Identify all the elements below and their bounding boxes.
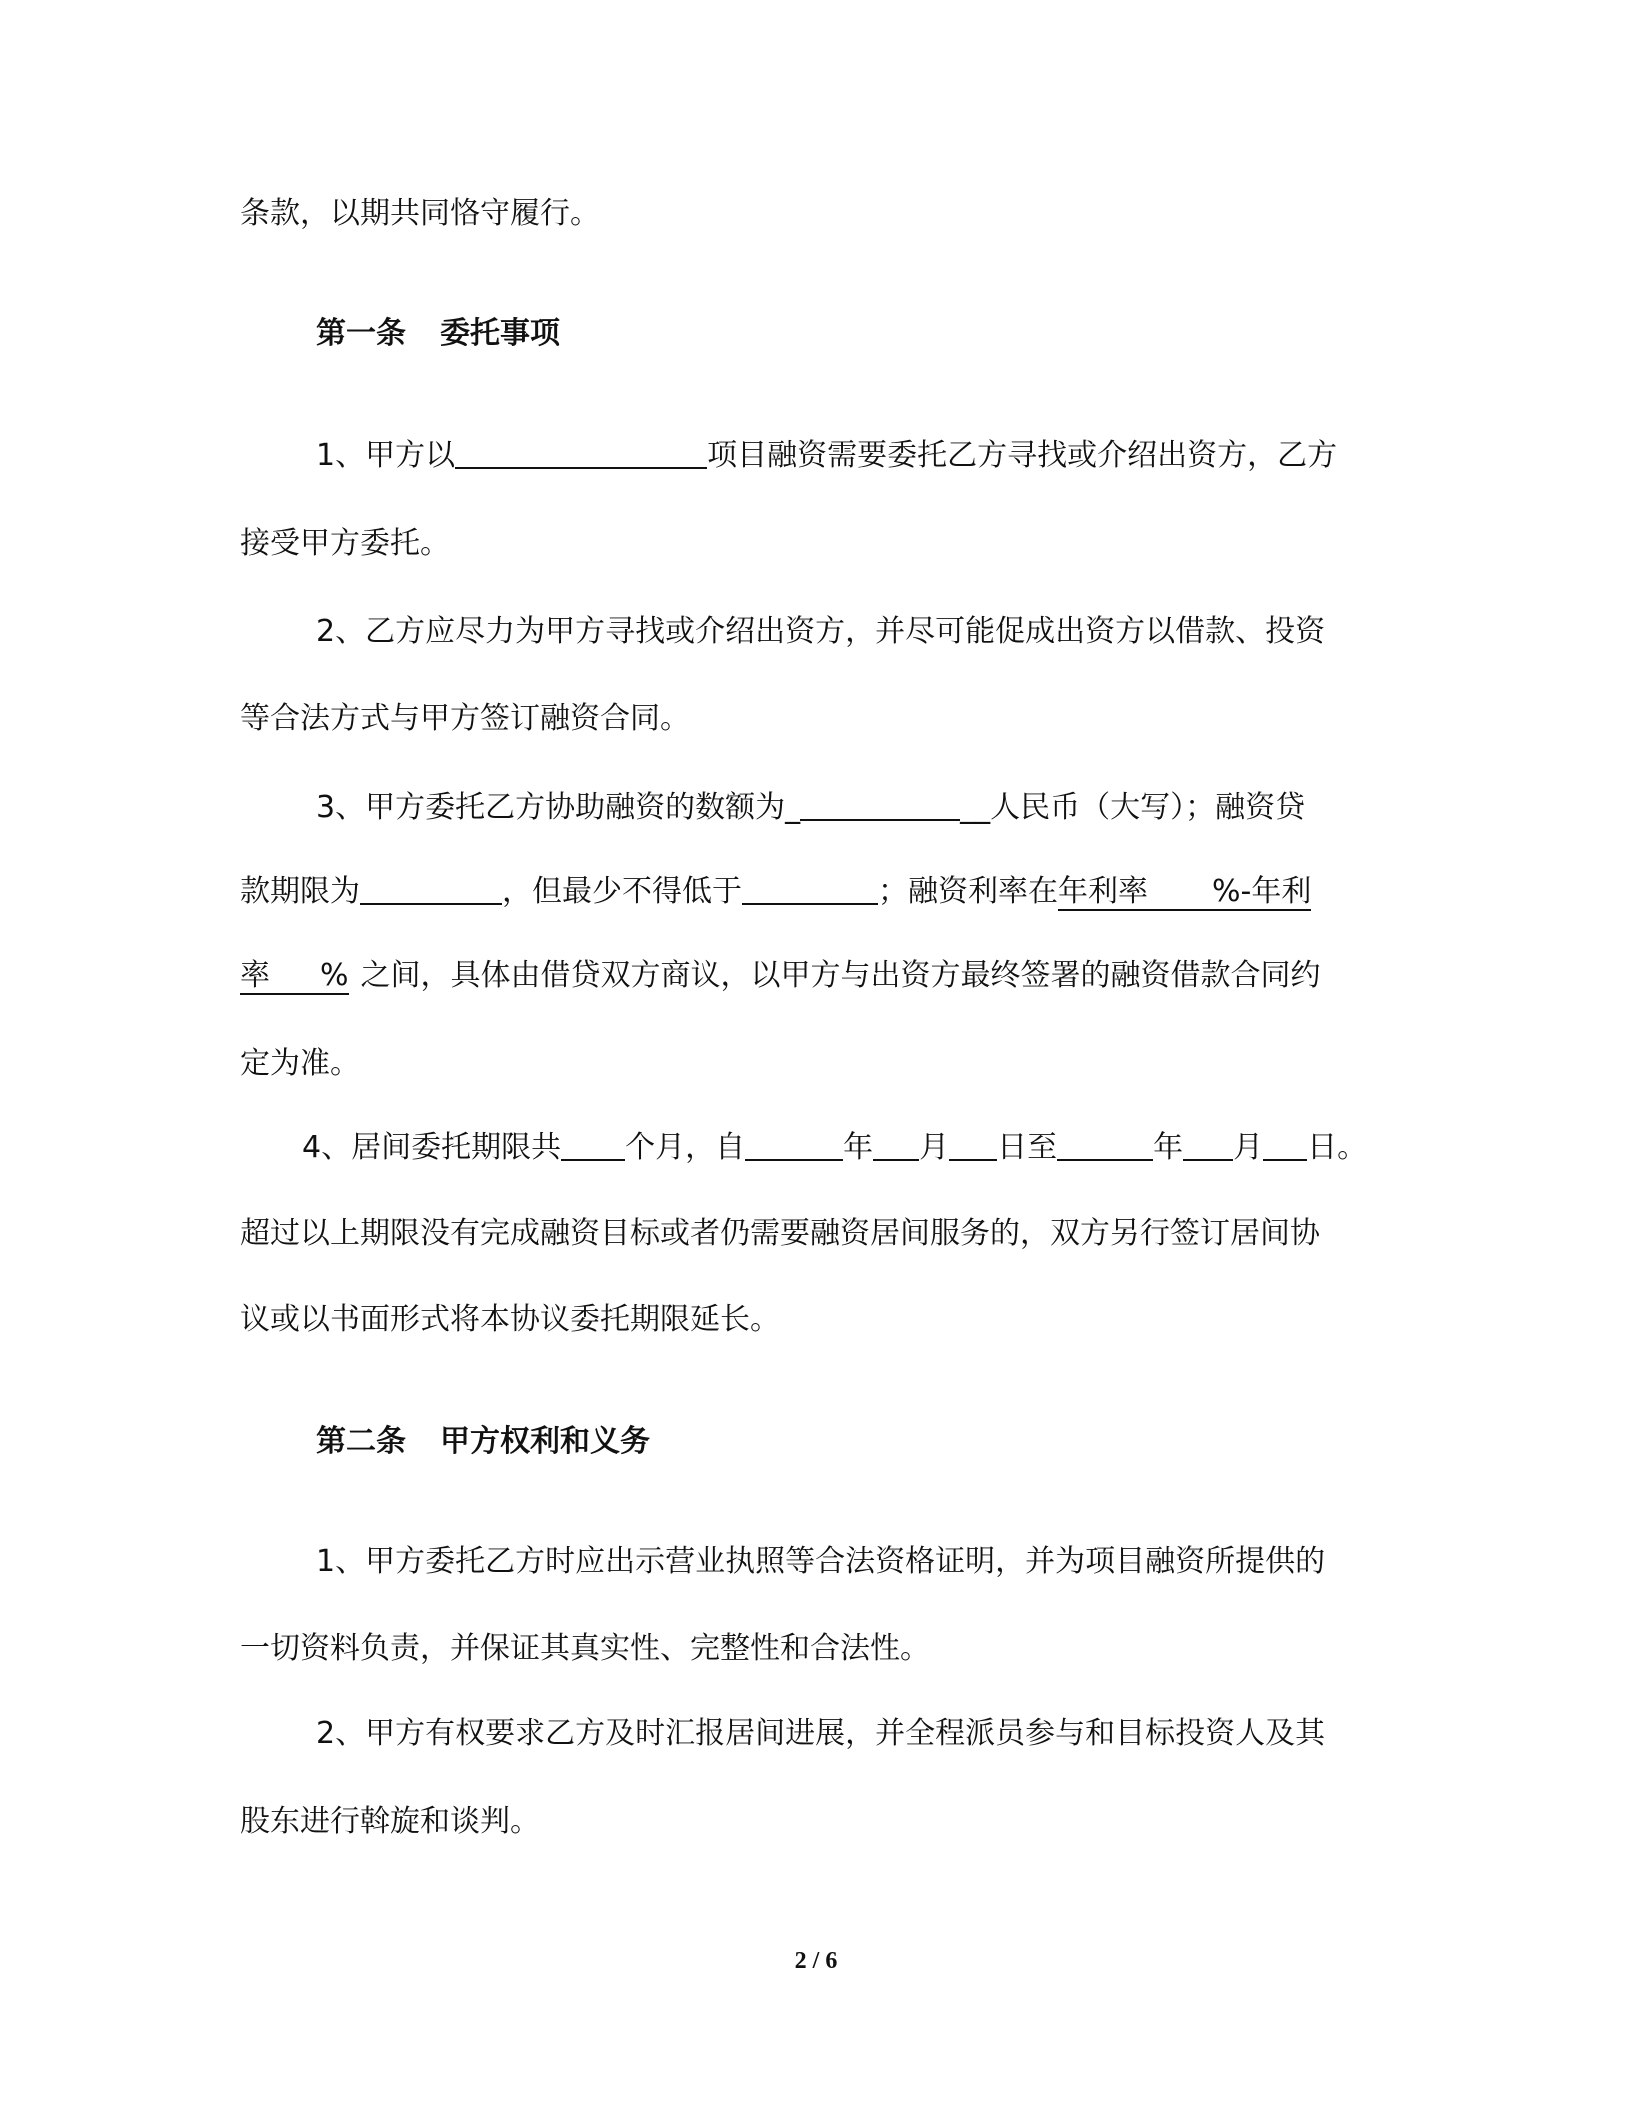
loan-term-blank[interactable] <box>360 873 502 905</box>
financing-amount-blank[interactable] <box>800 789 960 821</box>
start-day-blank[interactable] <box>949 1129 997 1161</box>
end-month-blank[interactable] <box>1183 1129 1233 1161</box>
article-2-item-1-cont: 一切资料负责，并保证其真实性、完整性和合法性。 <box>240 1631 930 1666</box>
article-2-item-2-cont: 股东进行斡旋和谈判。 <box>240 1804 540 1839</box>
article-1-item-3-cont: 定为准。 <box>240 1046 360 1081</box>
article-2-heading <box>316 1420 650 1464</box>
end-day-blank[interactable] <box>1263 1129 1307 1161</box>
paragraph-continuation: 条款，以期共同恪守履行。 <box>240 196 600 231</box>
page-number: 2 / 6 <box>794 1948 838 1974</box>
article-1-item-4-line-3: 议或以书面形式将本协议委托期限延长。 <box>240 1302 780 1337</box>
article-1-item-3-line-3: 率 % 之间，具体由借贷双方商议，以甲方与出资方最终签署的融资借款合同约 <box>240 958 1321 993</box>
article-1-item-3-line-2: 款期限为 ，但最少不得低于 ；融资利率在年利率 %-年利 <box>240 874 1312 909</box>
start-month-blank[interactable] <box>873 1129 919 1161</box>
article-1-number: 第一条 <box>316 316 406 351</box>
article-1-heading <box>316 312 560 356</box>
minimum-term-blank[interactable] <box>742 873 878 905</box>
article-1-item-2-cont: 等合法方式与甲方签订融资合同。 <box>240 701 690 736</box>
interest-rate-range-upper: 年利率 %-年利 <box>1058 874 1312 909</box>
article-1-title: 委托事项 <box>440 316 560 351</box>
months-blank[interactable] <box>561 1129 625 1161</box>
article-2-item-2: 2、甲方有权要求乙方及时汇报居间进展，并全程派员参与和目标投资人及其 <box>316 1716 1326 1751</box>
article-1-item-1: 1、甲方以 项目融资需要委托乙方寻找或介绍出资方，乙方 <box>316 438 1338 473</box>
article-1-item-4: 4、居间委托期限共 个月，自 年 月 日至 年 月 日。 <box>302 1130 1368 1165</box>
start-year-blank[interactable] <box>745 1129 843 1161</box>
end-year-blank[interactable] <box>1057 1129 1153 1161</box>
article-2-number: 第二条 <box>316 1424 406 1459</box>
project-name-blank[interactable] <box>455 437 707 469</box>
article-2-item-1: 1、甲方委托乙方时应出示营业执照等合法资格证明，并为项目融资所提供的 <box>316 1544 1326 1579</box>
article-2-title: 甲方权利和义务 <box>440 1424 650 1459</box>
article-1-item-2: 2、乙方应尽力为甲方寻找或介绍出资方，并尽可能促成出资方以借款、投资 <box>316 614 1326 649</box>
article-1-item-4-line-2: 超过以上期限没有完成融资目标或者仍需要融资居间服务的，双方另行签订居间协 <box>240 1216 1320 1251</box>
interest-rate-range-lower: 率 % <box>240 958 349 993</box>
article-1-item-3: 3、甲方委托乙方协助融资的数额为_ __人民币（大写）；融资贷 <box>316 790 1306 825</box>
article-1-item-1-cont: 接受甲方委托。 <box>240 526 450 561</box>
